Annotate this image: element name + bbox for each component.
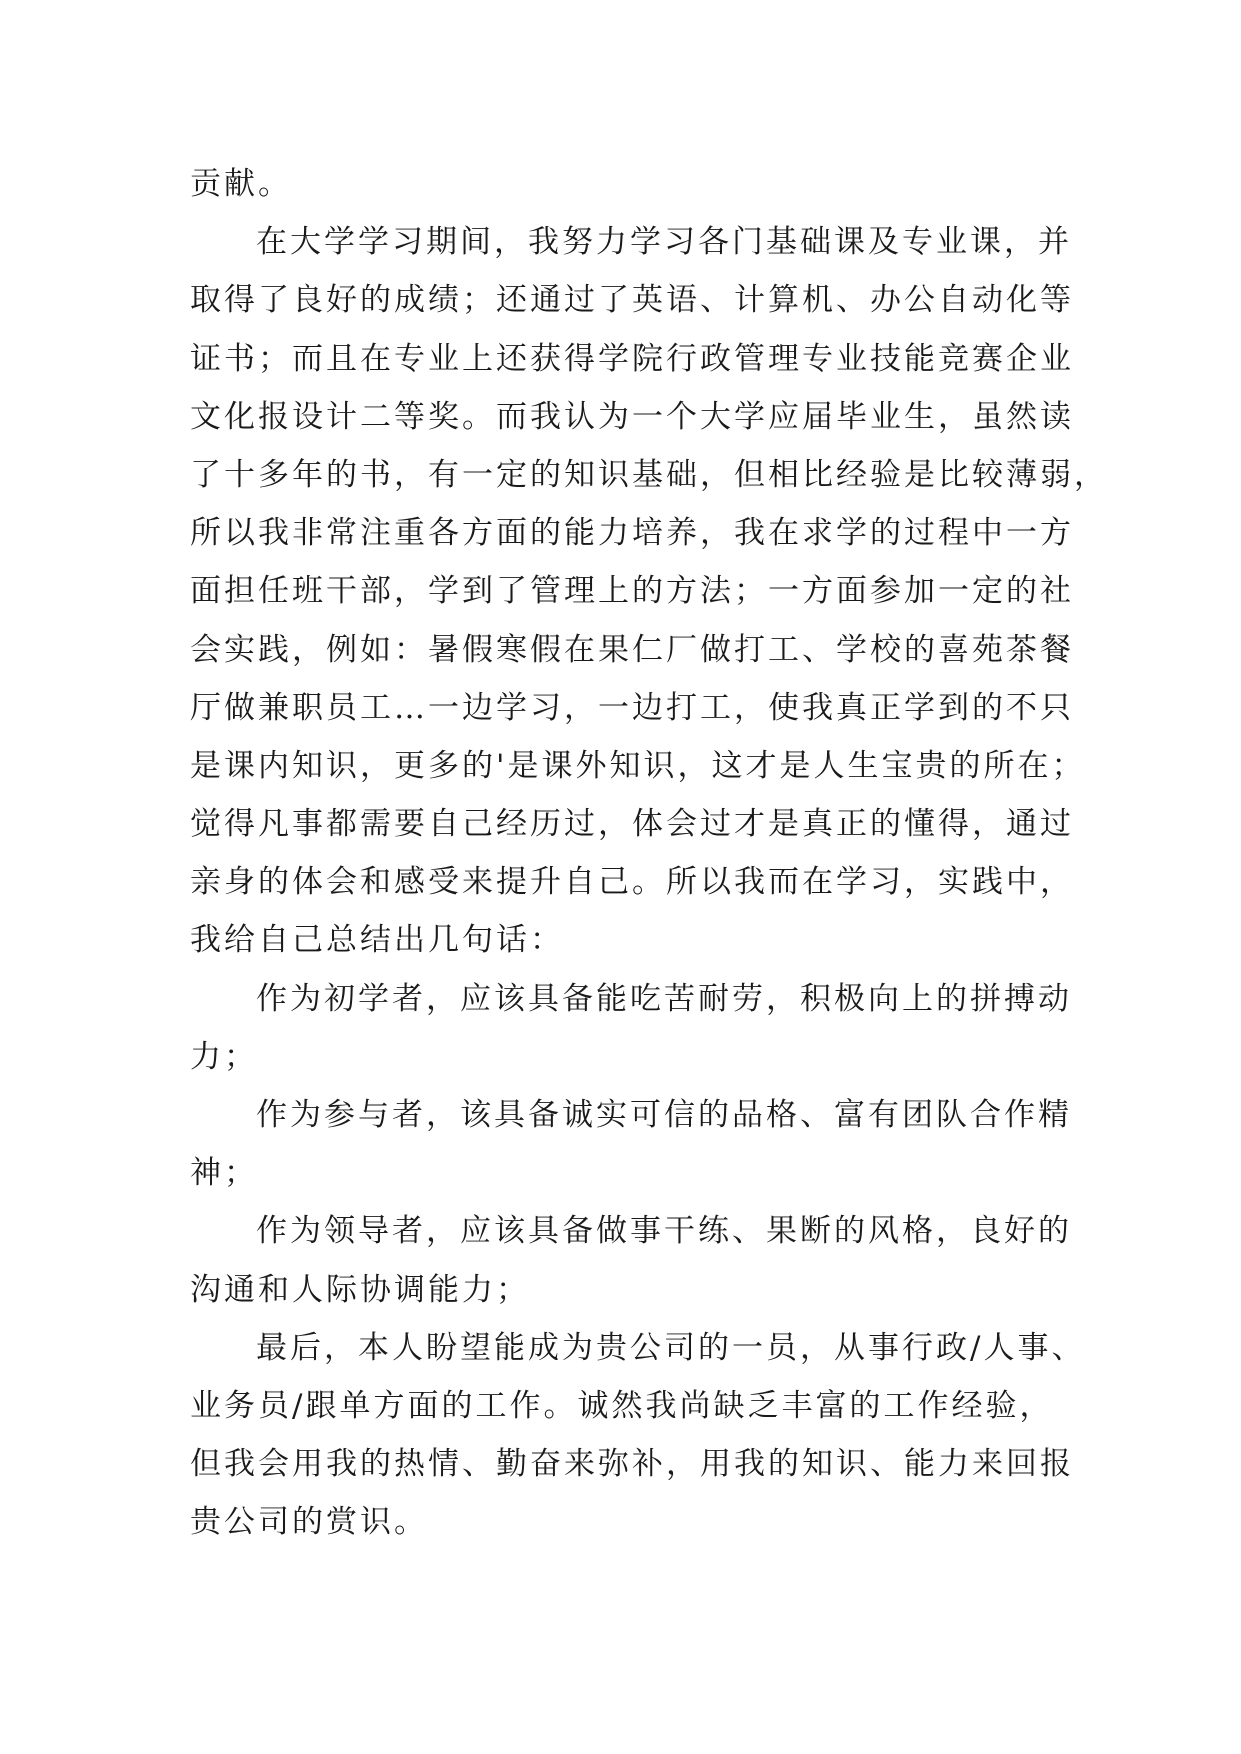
- text-line: 面担任班干部，学到了管理上的方法；一方面参加一定的社: [190, 573, 1074, 610]
- text-line: 是课内知识，更多的'是课外知识，这才是人生宝贵的所在；: [190, 747, 1086, 784]
- text-line: 我给自己总结出几句话：: [190, 922, 564, 959]
- text-line: 但我会用我的热情、勤奋来弥补，用我的知识、能力来回报: [190, 1446, 1074, 1483]
- text-line: 了十多年的书，有一定的知识基础，但相比经验是比较薄弱，: [190, 456, 1108, 493]
- text-line: 所以我非常注重各方面的能力培养，我在求学的过程中一方: [190, 515, 1074, 552]
- text-line: 最后，本人盼望能成为贵公司的一员，从事行政/人事、: [256, 1329, 1086, 1366]
- text-line: 会实践，例如：暑假寒假在果仁厂做打工、学校的喜苑茶餐: [190, 631, 1074, 668]
- text-line: 沟通和人际协调能力；: [190, 1271, 530, 1308]
- text-line: 贵公司的赏识。: [190, 1504, 428, 1541]
- text-line: 贡献。: [190, 166, 292, 202]
- text-line: 作为领导者，应该具备做事干练、果断的风格，良好的: [256, 1213, 1072, 1250]
- text-line: 业务员/跟单方面的工作。诚然我尚缺乏丰富的工作经验，: [190, 1387, 1054, 1424]
- text-line: 证书；而且在专业上还获得学院行政管理专业技能竞赛企业: [190, 340, 1074, 377]
- text-line: 神；: [190, 1155, 258, 1192]
- text-line: 取得了良好的成绩；还通过了英语、计算机、办公自动化等: [190, 282, 1074, 319]
- text-line: 作为初学者，应该具备能吃苦耐劳，积极向上的拼搏动: [256, 980, 1072, 1017]
- text-line: 厅做兼职员工…一边学习，一边打工，使我真正学到的不只: [190, 689, 1074, 726]
- text-line: 文化报设计二等奖。而我认为一个大学应届毕业生，虽然读: [190, 398, 1074, 435]
- text-line: 亲身的体会和感受来提升自己。所以我而在学习，实践中，: [190, 864, 1074, 901]
- text-line: 力；: [190, 1038, 258, 1075]
- text-line: 在大学学习期间，我努力学习各门基础课及专业课，并: [256, 224, 1072, 261]
- letter-body: [190, 155, 1108, 1552]
- text-line: 作为参与者，该具备诚实可信的品格、富有团队合作精: [256, 1097, 1072, 1133]
- text-line: 觉得凡事都需要自己经历过，体会过才是真正的懂得，通过: [190, 806, 1074, 843]
